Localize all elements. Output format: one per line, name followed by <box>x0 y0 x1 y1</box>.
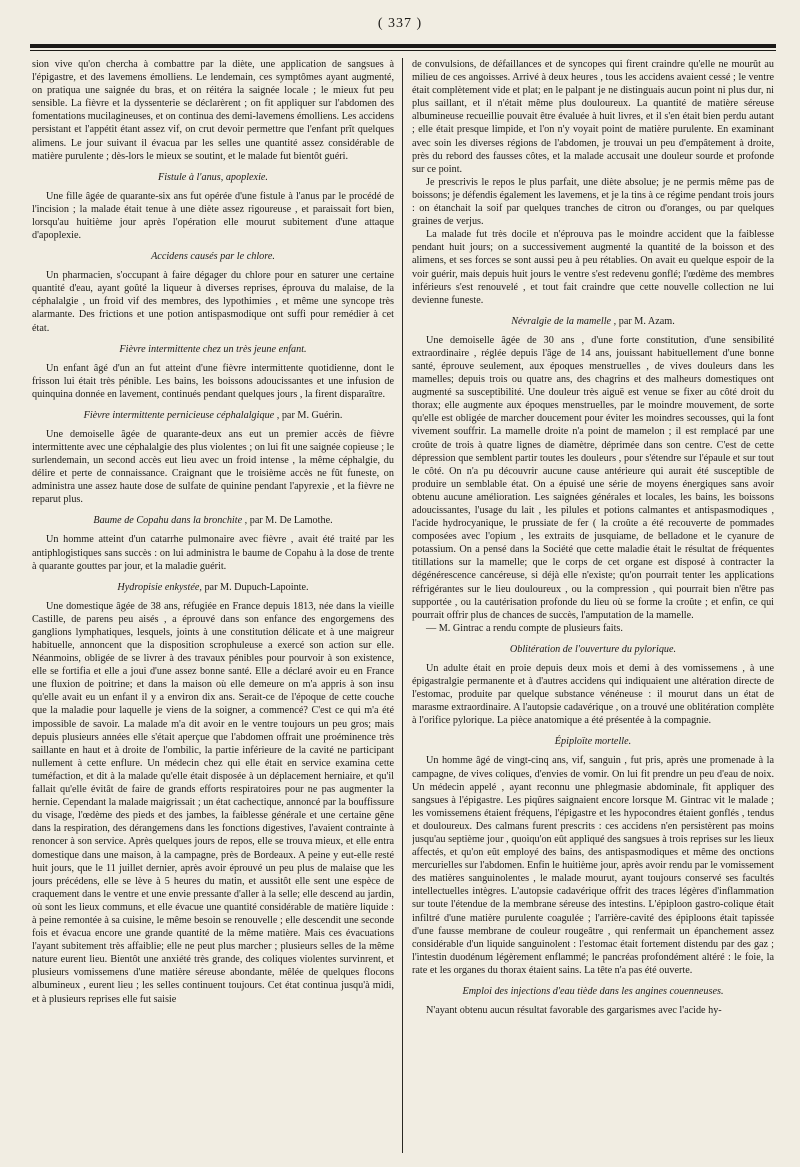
section-heading-author: par M. Guérin. <box>279 409 343 421</box>
paragraph: La malade fut très docile et n'éprouva pas le moindre accident que la faiblesse pendant huit jours; on a successivement augmenté la quantité de la boisson et des alimens, et ses forces se sont aussi peu à peu rétablies. On avait eu quelque espoir de la voir guérir, mais depuis huit jours le ventre s'est redevenu gonflé; l'œdème des membres inférieurs s'est renouvelé , et tout fait craindre que cette nouvelle collection ne lui devienne funeste. <box>412 229 774 306</box>
section-heading-title: Fièvre intermittente chez un très jeune enfant. <box>119 343 307 355</box>
paragraph: Un pharmacien, s'occupant à faire dégager du chlore pour en saturer une certaine quantité d'eau, ayant goûté la liqueur à diverses reprises, éprouva du malaise, de la céphalalgie , un froid vif des membres, des lypothimies , et même une syncope très alarmante. Des frictions et une potion antispasmodique ont suffi pour remédier à cet état. <box>32 270 394 334</box>
paragraph: Je prescrivis le repos le plus parfait, une diète absolue; je ne permis même pas de boissons; je défendis également les lavemens, et je la tins à ce régime pendant trois jours : on étanchait la soif par quelques tranches de citron ou d'oranges, ou par quelques graines de verjus. <box>412 176 774 228</box>
paragraph: Un adulte était en proie depuis deux mois et demi à des vomissemens , à une épigastralgie permanente et à d'autres accidens qui indiquaient une altération directe de l'estomac, produite par quelque substance vénéneuse : il mourut dans un état de marasme extraordinaire. A l'autopsie cadavérique , on a trouvé une oblitération complète à l'orifice pylorique. La pièce anatomique a été présentée à la compagnie. <box>412 662 774 727</box>
left-column <box>32 58 394 1158</box>
section-heading-title: Épiploïte mortelle. <box>554 736 632 748</box>
header-rule-thin <box>30 50 776 51</box>
section-heading-title: Névralgie de la mamelle , <box>511 315 617 327</box>
section-heading <box>412 643 774 656</box>
section-heading <box>32 409 394 422</box>
header-rule-thick <box>30 44 776 48</box>
section-heading <box>32 250 394 263</box>
right-column <box>412 58 774 1158</box>
section-heading-title: Oblitération de l'ouverture du pylorique. <box>509 643 677 655</box>
section-heading-title: Baume de Copahu dans la bronchite , <box>93 515 248 527</box>
section-heading-title: Accidens causés par le chlore. <box>151 251 275 263</box>
section-heading <box>412 735 774 748</box>
paragraph: Un homme âgé de vingt-cinq ans, vif, sanguin , fut pris, après une promenade à la campagne, de vives coliques, d'envies de vomir. On lui fit prendre un peu d'eau de noix. Un médecin appelé , ayant reconnu une phlegmasie abdominale, fit appliquer des sangsues à l'épigastre. Les piqûres saignaient encore lorsque M. Gintrac vit le malade ; les vomissemens étaient fréquens, l'épigastre et les hypocondres étaient gonflés , tendus et douloureux. Des calmans furent prescrits : ces accidens n'en persistèrent pas moins jusqu'au septième jour , quoiqu'on eût appliqué des sangsues à trois reprises sur les lieux affectés, et qu'on eût employé des bains, des antispasmodiques et même des onctions mercurielles sur l'abdomen. Enfin le huitième jour, après avoir rendu par le vomissement des matières sanguinolentes , le malade mourut, ayant toujours conservé ses facultés intellectuelles intègres. L'autopsie cadavérique offrit des traces légères d'inflammation sur toute l'étendue de la membrane séreuse des intestins. L'épiploon gastro-colique était infiltré d'une matière purulente coagulée ; l'arrière-cavité des épiploons était tapissée d'une fausse membrane de couleur rougeâtre , qui renfermait un épanchement assez considérable d'un liquide sanguinolent : l'estomac était fortement distendu par des gaz ; l'intestin duodénum légèrement enflammé; le pancréas profondément altéré : le foie, la rate et les organes du thorax étaient sains. La tête n'a pas été ouverte. <box>412 755 774 976</box>
section-heading-title: Emploi des injections d'eau tiède dans les angines couenneuses. <box>462 986 724 997</box>
paragraph: Un enfant âgé d'un an fut atteint d'une fièvre intermittente quotidienne, dont le frisson lui était très pénible. Les bains, les boissons adoucissantes et une infusion de quinquina donnée en lavement, continués pendant quelques jours , la firent disparaître. <box>32 362 394 400</box>
paragraph: N'ayant obtenu aucun résultat favorable des gargarismes avec l'acide hy- <box>426 1005 722 1016</box>
section-heading <box>32 171 394 184</box>
paragraph: Une fille âgée de quarante-six ans fut opérée d'une fistule à l'anus par le procédé de l'incision ; la malade était tenue à une diète assez rigoureuse , et paraissait fort bien, lorsqu'au huitième jour après l'opération elle mourut subitement d'une attaque d'apoplexie. <box>32 190 394 242</box>
section-heading-title: Fistule à l'anus, apoplexie. <box>158 171 268 183</box>
section-heading-author: par M. Dupuch-Lapointe. <box>201 581 309 593</box>
section-heading <box>32 581 394 594</box>
page-number: ( 337 ) <box>377 16 423 31</box>
paragraph: Une domestique âgée de 38 ans, réfugiée en France depuis 1813, née dans la vieille Castille, de parens peu aisés , a éprouvé dans son enfance des engorgemens des ganglions lymphatiques, lesquels, joints à une constitution délicate et à une maigreur habituelle, annoncent que la disposition scrophuleuse a exercé son action sur elle. Néanmoins, obligée de se livrer à des travaux pénibles pour pourvoir à son existence, elle se fortifia et elle a joui d'une assez bonne santé. Elle a déclaré avoir eu en France une fluxion de poitrine; et dans la maison où elle demeure on m'a appris à son insu qu'elle avait eu un enfant il y a environ dix ans. Serait-ce de l'époque de cette couche que la maladie pour laquelle je viens de la soigner, a commencé? C'est ce qui m'a été impossible de savoir. La malade m'a dit avoir en le ventre toujours un peu gros; mais depuis plusieurs années elle s'était aperçue que l'abdomen offrait une proéminence très saillante en haut et à droite de l'ombilic, la partie inférieure de la cavité ne participant nullement à cette enflure. Un médecin chez qui elle était en service examina cette tuméfaction, et dit à la malade qu'elle était disposée à un déplacement herniaire, et qu'il fallait qu'elle évitât de faire de grands efforts respiratoires pour ne pas augmenter la hernie. Cependant la malade maigrissait ; un état cachectique, annoncé par la bouffissure du visage, l'œdème des pieds et des jambes, la faiblesse générale et une certaine gêne dans la respiration, des dérangemens dans les fonctions digestives, l'avaient contrainte à renoncer à son service. Après quelques jours de repos, elle se trouva mieux, et elle entra domestique dans une maison, à la campagne, près de Bordeaux. A peine y eut-elle resté huit jours, que le 11 juillet dernier, après avoir éprouvé un peu plus de malaise que les jours précédens, elle se lève à 5 heures du matin, et aussitôt elle sent une espèce de craquement dans le ventre et une envie pressante d'aller à la selle; elle descend au jardin, où sont les lieux communs, et elle évacue une quantité considérable de matière liquide : à peine remontée à sa cuisine, le même besoin se renouvelle ; elle descendit une seconde fois et évacua encore une grande quantité de la même matière. Mais ces évacuations l'ayant subitement très affaiblie; elle ne peut plus marcher ; plusieurs selles de la même nature eurent lieu. Bientôt une anxiété très grande, des coliques violentes survinrent, et plusieurs vomissemens d'une matière séreuse abondante, mêlée de quelques flocons albumineux , eurent lieu ; les selles continuent toujours. Cet état continua jusqu'à midi, et à plusieurs reprises elle fut saisie <box>32 600 394 1005</box>
column-divider <box>402 58 403 1153</box>
section-heading-author: par M. De Lamothe. <box>247 515 333 527</box>
paragraph: de convulsions, de défaillances et de syncopes qui firent craindre qu'elle ne mourût au milieu de ces angoisses. Arrivé à deux heures , tous les accidens avaient cessé ; le ventre était complètement vide et plat; en le palpant je ne distinguais aucun point ni plus dur, ni plus saillant, et il n'était même plus douloureux. La quantité de matière séreuse albumineuse recueillie pouvait être évaluée à huit livres, et il s'en était bien perdu autant ; elle était presque limpide, et l'on n'y voyait point de matière purulente. En examinant avec soin les diverses régions de l'abdomen, je trouvai un peu d'empâtement à droite, près du rebord des fausses côtes, et la malade accusait une douleur sourde et profonde sur ce point. <box>412 59 774 175</box>
section-heading-title: Fièvre intermittente pernicieuse céphalalgique , <box>83 409 280 421</box>
section-heading-author: par M. Azam. <box>616 315 675 327</box>
paragraph: Un homme atteint d'un catarrhe pulmonaire avec fièvre , avait été traité par les antiphlogistiques sans succès : on lui administra le baume de Copahu à la dose de trente à quarante gouttes par jour, et la maladie guérit. <box>32 534 394 572</box>
section-heading <box>412 315 774 328</box>
section-heading-title: Hydropisie enkystée, <box>117 581 202 593</box>
section-heading <box>32 343 394 356</box>
paragraph: — M. Gintrac a rendu compte de plusieurs faits. <box>426 622 623 634</box>
paragraph: sion vive qu'on chercha à combattre par la diète, une application de sangsues à l'épigastre, et des lavemens émolliens. Le lendemain, ces symptômes ayant augmenté, on pratiqua une saignée du bras, et on réitéra la saignée locale ; le mieux fut peu sensible. La fièvre et la dyssenterie se déclarèrent ; on fit appliquer sur l'abdomen des fomentations mucilagineuses, et on continua des demi-lavemens émolliens. Les accidens persistant et l'appétit étant assez vif, on crut devoir permettre que l'enfant prît quelques alimens. Le jour suivant il évacua par les selles une quantité assez considérable de matière purulente ; dès-lors le mieux se soutint, et le malade fut bientôt guéri. <box>32 59 394 162</box>
paragraph: Une demoiselle âgée de quarante-deux ans eut un premier accès de fièvre intermittente avec une céphalalgie des plus violentes ; on lui fit une saignée copieuse ; le surlendemain, un second accès eut lieu avec un froid intense , la même céphalgie, du délire et perte de connaissance. Craignant que le troisième accès ne fût funeste, on administra une assez haute dose de sulfate de quinine pendant l'apyrexie , et la fièvre ne reparut plus. <box>32 428 394 506</box>
section-heading <box>412 985 774 998</box>
paragraph: Une demoiselle âgée de 30 ans , d'une forte constitution, d'une sensibilité extraordinaire , réglée depuis l'âge de 14 ans, jouissant habituellement d'une bonne santé, éprouve seulement, aux époques menstruelles , de vives douleurs dans les mamelles; depuis trois ou quatre ans, des chagrins et des malheurs domestiques ont augmenté sa susceptibilité. Une douleur très aiguë est venue se fixer au côté droit du thorax; elle augmente aux époques menstruelles, par le moindre mouvement, de sorte qu'elle est obligée de marcher doucement pour éviter les moindres secousses, qui la font vivement souffrir. La mamelle droite n'a point de mamelon ; il est remplacé par une croûte de trois à quatre lignes de diamètre, déprimée dans son centre. C'est de cette dépression que semblent partir toutes les douleurs , pour s'étendre sur l'épaule et sur tout le côté. On n'a pu découvrir aucune cause antérieure qui aurait été susceptible de produire un semblable état. On a épuisé une série de moyens énergiques sans avoir obtenu aucune amélioration. Les saignées générales et locales, les bains, les boissons adoucissantes, l'usage du lait , les pilules et potions calmantes et antispasmodiques , l'acide hydrocyanique, le prussiate de fer ( la croûte a été recouverte de pommades composées avec l'opium , les extraits de jusquiame, de belladone et le cyanure de potassium. On a pensé dans la Société que cette maladie était le résultat de fréquentes titillations sur la mamelle; que le corps de cet organe est disposé à contracter la dégénérescence cancéreuse, si déjà elle n'existe; qu'on pourrait tenter les applications réfrigérantes sur le lieu douloureux , ou la compression , qui pourrait bien n'être pas supportée , ou la cautérisation profonde du lieu où se forme la croûte ; et enfin, ce qui pourrait offrir plus de chances de succès, l'amputation de la mamelle. <box>412 334 774 621</box>
section-heading <box>32 514 394 527</box>
